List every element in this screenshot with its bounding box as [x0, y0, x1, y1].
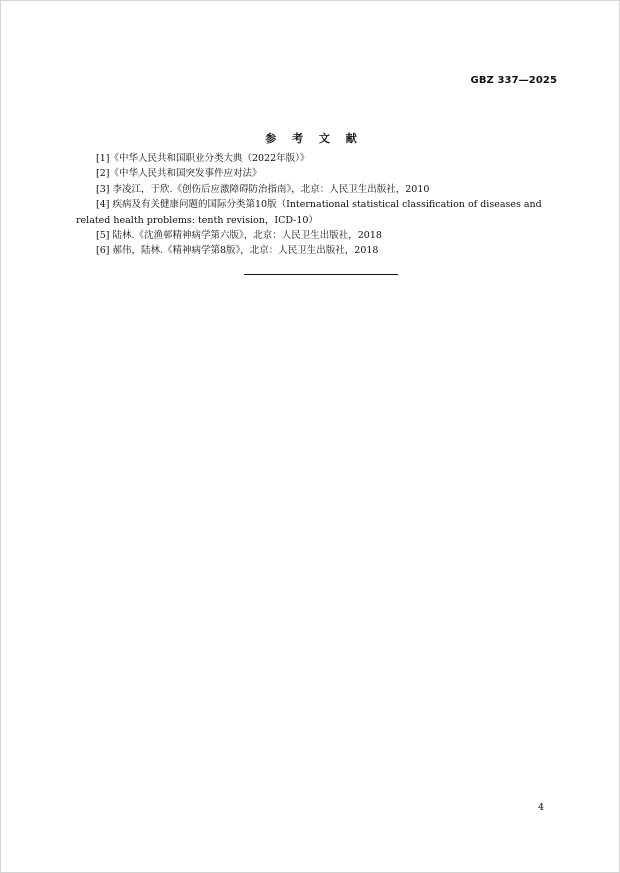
reference-item-3: [3] 李凌江，于欣.《创伤后应激障碍防治指南》，北京：人民卫生出版社，2010 — [96, 183, 430, 195]
references-title: 参 考 文 献 — [265, 132, 363, 145]
page-number: 4 — [537, 802, 544, 813]
reference-item-5: [5] 陆林.《沈渔邨精神病学第六版》，北京：人民卫生出版社，2018 — [96, 230, 382, 242]
reference-item-2: [2]《中华人民共和国突发事件应对法》 — [96, 168, 262, 180]
reference-item-6: [6] 郝伟，陆林.《精神病学第8版》，北京：人民卫生出版社，2018 — [96, 245, 379, 257]
standard-code: GBZ 337—2025 — [470, 75, 557, 86]
end-of-document-rule — [244, 274, 398, 275]
reference-list — [76, 151, 546, 259]
reference-item-4: [4] 疾病及有关健康问题的国际分类第10版（International statistical classification of diseases and related health problems: tenth revision，ICD-10） — [76, 199, 542, 226]
reference-item-1: [1]《中华人民共和国职业分类大典（2022年版）》 — [96, 153, 310, 164]
